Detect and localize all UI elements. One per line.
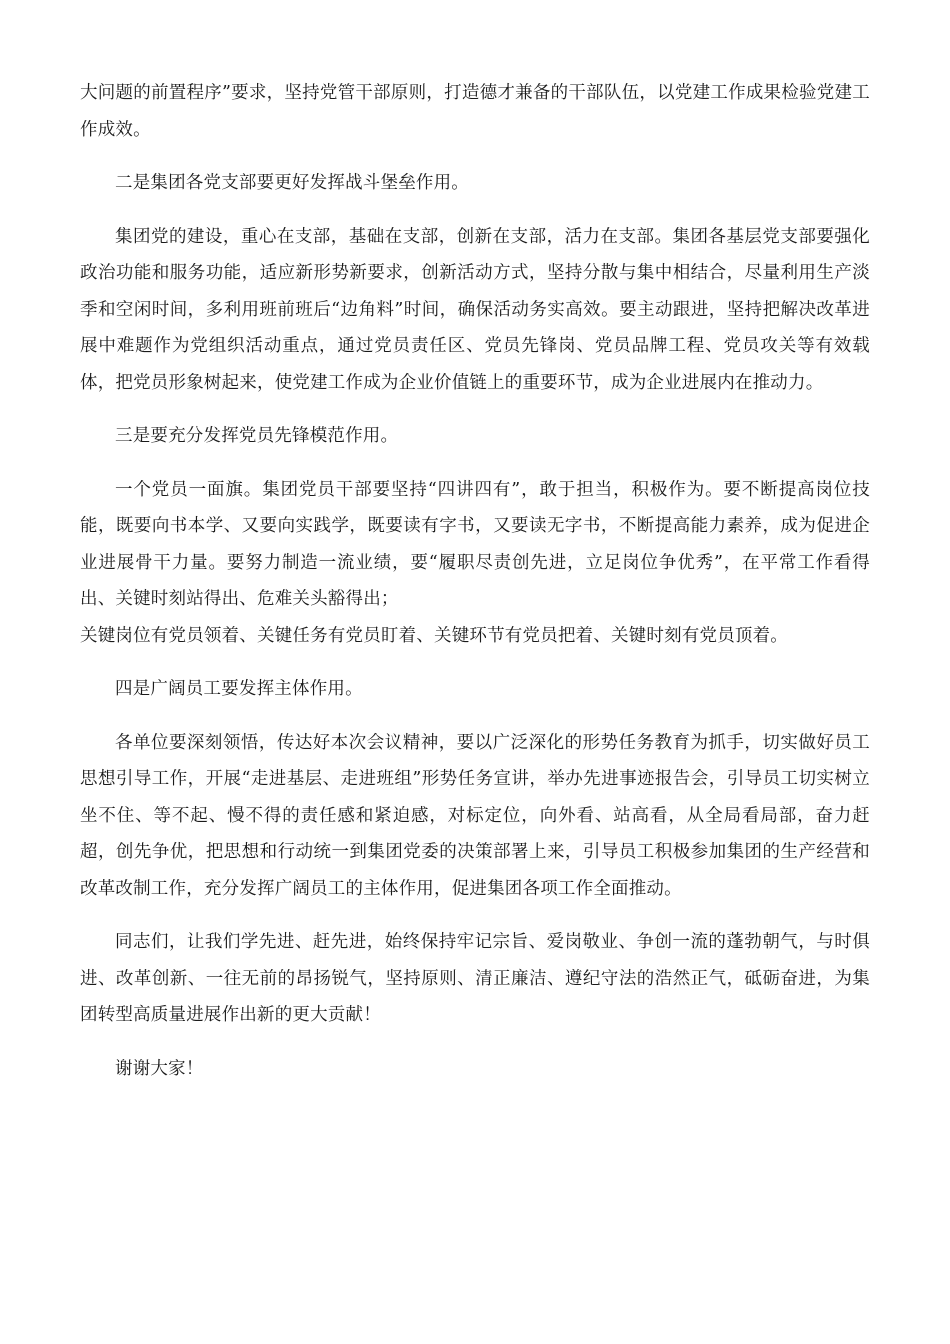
- paragraph-party-members: 一个党员一面旗。集团党员干部要坚持“四讲四有”，敢于担当，积极作为。要不断提高岗位技能，既要向书本学、又要向实践学，既要读有字书，又要读无字书，不断提高能力素养，成为促进企业进展骨干力量。要努力制造一流业绩，要“履职尽责创先进，立足岗位争优秀”，在平常工作看得出、关键时刻站得出、危难关头豁得出；: [80, 479, 870, 609]
- document-page: [80, 75, 870, 1104]
- paragraph-key-positions: 关键岗位有党员领着、关键任务有党员盯着、关键环节有党员把着、关键时刻有党员顶着。: [80, 625, 788, 646]
- paragraph-closing-appeal: 同志们，让我们学先进、赶先进，始终保持牢记宗旨、爱岗敬业、争创一流的蓬勃朝气，与时俱进、改革创新、一往无前的昂扬锐气，坚持原则、清正廉洁、遵纪守法的浩然正气，砥砺奋进，为集团转型高质量进展作出新的更大贡献！: [80, 932, 870, 1025]
- paragraph-continuation: 大问题的前置程序”要求，坚持党管干部原则，打造德才兼备的干部队伍，以党建工作成果检验党建工作成效。: [80, 83, 870, 140]
- heading-point-two: 二是集团各党支部要更好发挥战斗堡垒作用。: [115, 173, 469, 193]
- paragraph-employees: 各单位要深刻领悟，传达好本次会议精神，要以广泛深化的形势任务教育为抓手，切实做好员工思想引导工作，开展“走进基层、走进班组”形势任务宣讲，举办先进事迹报告会，引导员工切实树立坐不住、等不起、慢不得的责任感和紧迫感，对标定位，向外看、站高看，从全局看局部，奋力赶超，创先争优，把思想和行动统一到集团党委的决策部署上来，引导员工积极参加集团的生产经营和改革改制工作，充分发挥广阔员工的主体作用，促进集团各项工作全面推动。: [80, 732, 870, 899]
- paragraph-thanks: 谢谢大家！: [115, 1058, 204, 1079]
- heading-point-four: 四是广阔员工要发挥主体作用。: [115, 679, 363, 699]
- heading-point-three: 三是要充分发挥党员先锋模范作用。: [115, 426, 399, 446]
- paragraph-party-branch: 集团党的建设，重心在支部，基础在支部，创新在支部，活力在支部。集团各基层党支部要强化政治功能和服务功能，适应新形势新要求，创新活动方式，坚持分散与集中相结合，尽量利用生产淡季和空闲时间，多利用班前班后“边角料”时间，确保活动务实高效。要主动跟进，坚持把解决改革进展中难题作为党组织活动重点，通过党员责任区、党员先锋岗、党员品牌工程、党员攻关等有效载体，把党员形象树起来，使党建工作成为企业价值链上的重要环节，成为企业进展内在推动力。: [80, 226, 870, 393]
